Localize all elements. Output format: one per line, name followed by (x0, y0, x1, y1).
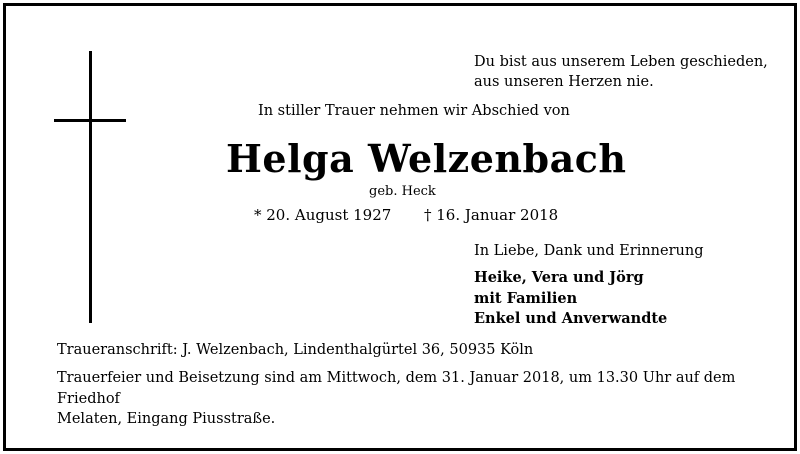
cross-icon-vertical (89, 51, 92, 323)
love-line: In Liebe, Dank und Erinnerung (474, 243, 704, 259)
family-line: mit Familien (474, 289, 578, 307)
maiden-name: geb. Heck (369, 184, 436, 199)
cross-icon-horizontal (54, 119, 126, 122)
service-line: Melaten, Eingang Piusstraße. (57, 411, 276, 427)
family-line: Enkel und Anverwandte (474, 310, 668, 327)
birth-date: * 20. August 1927 (254, 206, 392, 224)
deceased-name: Helga Welzenbach (226, 136, 627, 181)
family-line: Heike, Vera und Jörg (474, 269, 644, 286)
poem (474, 52, 768, 92)
poem-line: aus unseren Herzen nie. (474, 74, 654, 90)
intro-text: In stiller Trauer nehmen wir Abschied von (258, 103, 570, 119)
poem-line: Du bist aus unserem Leben geschieden, (474, 54, 768, 70)
service-info (57, 368, 777, 430)
mourning-address: Traueranschrift: J. Welzenbach, Lindenthalgürtel 36, 50935 Köln (57, 342, 534, 358)
death-date: † 16. Januar 2018 (424, 206, 559, 224)
service-line: Trauerfeier und Beisetzung sind am Mittwoch, dem 31. Januar 2018, um 13.30 Uhr auf dem Friedhof (57, 370, 736, 407)
family-signature (474, 268, 667, 330)
